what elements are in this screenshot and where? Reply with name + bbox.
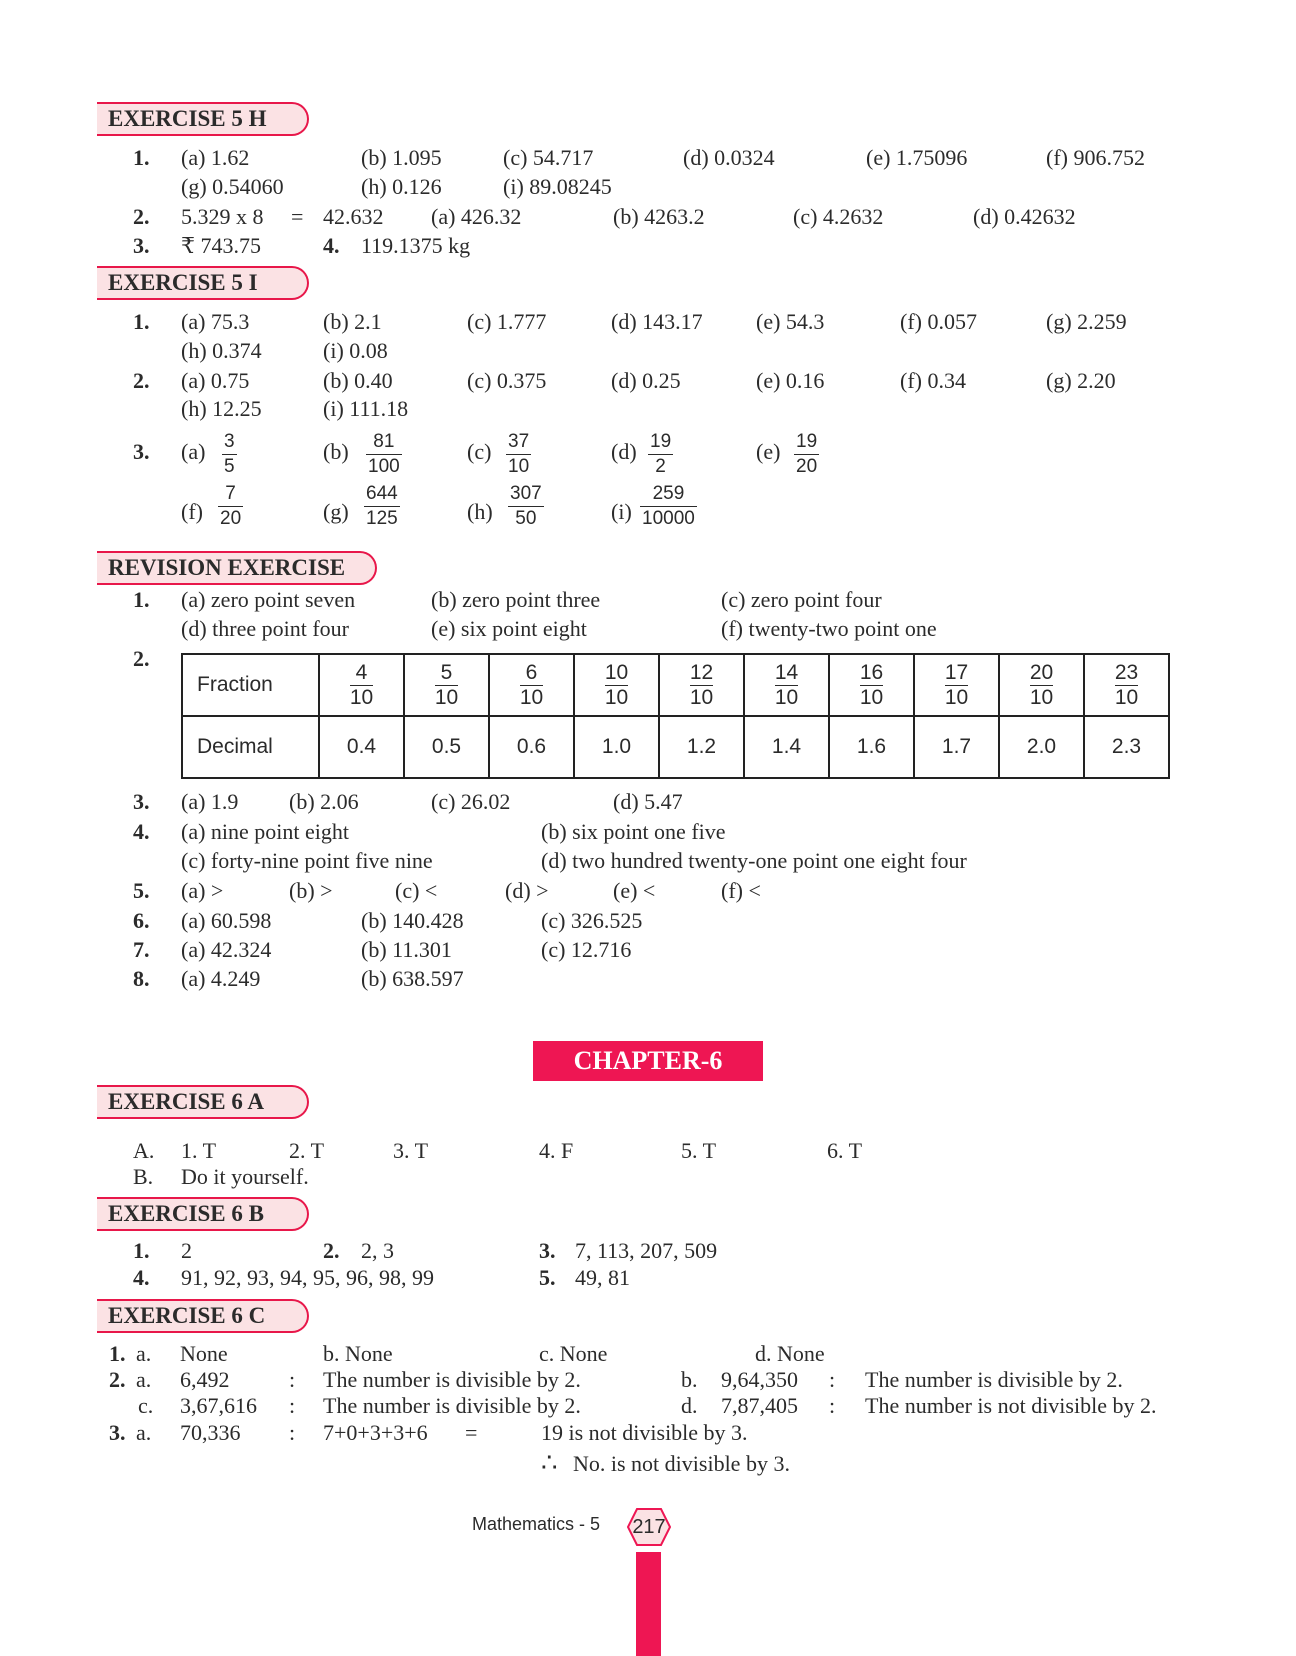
numerator: 16 (859, 660, 884, 684)
fraction (648, 430, 673, 479)
fraction-label: (d) (611, 439, 637, 464)
numerator: 19 (650, 431, 672, 452)
answer: (c) 26.02 (431, 789, 511, 814)
denominator: 20 (220, 508, 242, 529)
answer: No. is not divisible by 3. (573, 1451, 790, 1476)
fraction-row (182, 654, 1169, 716)
answer: (h) 0.126 (361, 174, 442, 199)
denominator: 10 (434, 685, 459, 709)
answer: (a) 60.598 (181, 908, 272, 933)
section-label: B. (133, 1164, 154, 1189)
sub-label: d. (681, 1393, 698, 1418)
answer: (a) 42.324 (181, 937, 272, 962)
denominator: 20 (796, 456, 818, 477)
table-cell: 1.7 (914, 716, 999, 778)
fraction-label: (a) (181, 439, 206, 464)
q-number: 3. (133, 439, 150, 464)
answer: (d) 143.17 (611, 309, 703, 334)
answer: (c) 0.375 (467, 368, 547, 393)
numerator: 3 (224, 431, 235, 452)
denominator: 100 (368, 456, 400, 477)
q-number: 3. (133, 789, 150, 814)
fraction (364, 482, 400, 531)
table-cell: 1.6 (829, 716, 914, 778)
table-cell: 1.4 (744, 716, 829, 778)
equals: = (465, 1420, 478, 1445)
numerator: 7 (225, 483, 236, 504)
numerator: 37 (508, 431, 530, 452)
equals: = (291, 204, 304, 229)
answer: 49, 81 (575, 1265, 630, 1290)
answer: (e) 0.16 (756, 368, 825, 393)
fraction-label: (g) (323, 499, 349, 524)
table-cell (659, 654, 744, 716)
colon: : (289, 1393, 296, 1418)
answer: (e) < (613, 878, 656, 903)
fraction-label: (c) (467, 439, 492, 464)
table-cell: 0.4 (319, 716, 404, 778)
answer: (f) 906.752 (1046, 145, 1145, 170)
denominator: 10 (349, 685, 374, 709)
exercise-5i-title: EXERCISE 5 I (108, 270, 258, 295)
answer: 7, 113, 207, 509 (575, 1238, 718, 1263)
answer: (h) 0.374 (181, 338, 262, 363)
denominator: 10 (774, 685, 799, 709)
q-number: 2. (133, 368, 150, 393)
denominator: 2 (648, 454, 673, 479)
answer: (d) 0.25 (611, 368, 681, 393)
answer: (c) 4.2632 (793, 204, 884, 229)
numerator: 23 (1114, 660, 1139, 684)
answer: ₹ 743.75 (181, 233, 261, 258)
exercise-5h-title: EXERCISE 5 H (108, 106, 267, 131)
fraction (506, 430, 531, 479)
colon: : (289, 1420, 296, 1445)
q-number: 3. (133, 233, 150, 258)
answer: (c) 54.717 (503, 145, 594, 170)
denominator: 10000 (642, 508, 695, 529)
q-number: 4. (133, 1265, 150, 1290)
answer: (i) 111.18 (323, 396, 409, 421)
answer: 5. T (681, 1138, 717, 1163)
table-cell: 1.2 (659, 716, 744, 778)
number: 3,67,616 (180, 1393, 257, 1418)
answer: (c) 1.777 (467, 309, 547, 334)
colon: : (829, 1367, 836, 1392)
answer: (a) 426.32 (431, 204, 522, 229)
answer: (d) 5.47 (613, 789, 683, 814)
fraction-label: (b) (323, 439, 349, 464)
answer: (f) twenty-two point one (721, 616, 937, 641)
denominator: 5 (224, 456, 235, 477)
sub-label: a. (136, 1420, 152, 1445)
fraction (508, 482, 544, 531)
number: 7,87,405 (721, 1393, 798, 1418)
answer: The number is not divisible by 2. (865, 1393, 1157, 1418)
answer: (g) 2.20 (1046, 368, 1116, 393)
denominator: 10 (859, 685, 884, 709)
answer: 6. T (827, 1138, 863, 1163)
sub-label: c. (138, 1393, 154, 1418)
answer: (a) zero point seven (181, 587, 356, 612)
answer: (b) 2.1 (323, 309, 382, 334)
table-cell: 1.0 (574, 716, 659, 778)
answer: None (180, 1341, 228, 1366)
q-number: 7. (133, 937, 150, 962)
answer: (c) 12.716 (541, 937, 632, 962)
answer: (a) 0.75 (181, 368, 250, 393)
answer: (i) 89.08245 (503, 174, 612, 199)
expression: 5.329 x 8 (181, 204, 264, 229)
numerator: 14 (774, 660, 799, 684)
colon: : (829, 1393, 836, 1418)
answer: 4. F (539, 1138, 574, 1163)
answer: 2. T (289, 1138, 325, 1163)
denominator: 10 (519, 685, 544, 709)
answer: 42.632 (323, 204, 384, 229)
answer: (b) 1.095 (361, 145, 442, 170)
numerator: 6 (525, 660, 538, 684)
answer: (b) 2.06 (289, 789, 359, 814)
q-number: 6. (133, 908, 150, 933)
table-cell (574, 654, 659, 716)
q-number: 2. (323, 1238, 340, 1263)
answer: (d) two hundred twenty-one point one eight four (541, 848, 967, 873)
answer: (a) 75.3 (181, 309, 250, 334)
sub-label: a. (136, 1367, 152, 1392)
answer: (f) < (721, 878, 761, 903)
answer: (a) 1.9 (181, 789, 239, 814)
answer: 3. T (393, 1138, 429, 1163)
answer: (a) 4.249 (181, 966, 261, 991)
answer: (e) six point eight (431, 616, 587, 641)
table-cell (999, 654, 1084, 716)
book-title: Mathematics - 5 (472, 1514, 601, 1534)
table-cell (489, 654, 574, 716)
numerator: 5 (440, 660, 453, 684)
answer: 91, 92, 93, 94, 95, 96, 98, 99 (181, 1265, 434, 1290)
therefore-icon: ∴ (541, 1448, 558, 1477)
table-cell: 0.6 (489, 716, 574, 778)
answer: (b) 0.40 (323, 368, 393, 393)
chapter-title: CHAPTER-6 (533, 1041, 763, 1081)
answer: (a) nine point eight (181, 819, 350, 844)
q-number: 1. (109, 1341, 126, 1366)
answer: (h) 12.25 (181, 396, 262, 421)
answer: 2 (181, 1238, 192, 1263)
denominator: 125 (366, 508, 398, 529)
fraction-label: (f) (181, 499, 203, 524)
exercise-6c-title: EXERCISE 6 C (108, 1303, 266, 1328)
denominator: 10 (1029, 685, 1054, 709)
answer: (c) forty-nine point five nine (181, 848, 433, 873)
numerator: 12 (689, 660, 714, 684)
numerator: 259 (652, 483, 685, 504)
table-cell: 0.5 (404, 716, 489, 778)
table-cell (1084, 654, 1169, 716)
q-number: 2. (109, 1367, 126, 1392)
q-number: 4. (133, 819, 150, 844)
table-cell (319, 654, 404, 716)
denominator: 10 (944, 685, 969, 709)
sub-label: b. (681, 1367, 698, 1392)
answer: (e) 54.3 (756, 309, 825, 334)
revision-exercise-title: REVISION EXERCISE (108, 555, 346, 580)
digit-sum: 7+0+3+3+6 (323, 1420, 428, 1445)
number: 9,64,350 (721, 1367, 798, 1392)
q-number: 1. (133, 587, 150, 612)
fraction (218, 482, 243, 531)
answer: (d) 0.42632 (973, 204, 1076, 229)
answer: 1. T (181, 1138, 217, 1163)
numerator: 10 (604, 660, 629, 684)
denominator: 10 (689, 685, 714, 709)
page-edge-strip (636, 1552, 661, 1656)
answer: (b) 11.301 (361, 937, 452, 962)
numerator: 17 (944, 660, 969, 684)
denominator: 10 (604, 685, 629, 709)
q-number: 8. (133, 966, 150, 991)
q-number: 5. (539, 1265, 556, 1290)
q-number: 1. (133, 309, 150, 334)
table-cell (744, 654, 829, 716)
answer: (b) 638.597 (361, 966, 464, 991)
answer: (b) > (289, 878, 333, 903)
answer: (b) 4263.2 (613, 204, 705, 229)
answer: (g) 2.259 (1046, 309, 1127, 334)
numerator: 81 (373, 431, 395, 452)
table-cell (914, 654, 999, 716)
numerator: 4 (355, 660, 368, 684)
answer: The number is divisible by 2. (323, 1367, 581, 1392)
answer: d. None (755, 1341, 825, 1366)
answer: (f) 0.34 (900, 368, 966, 393)
exercise-6a-title: EXERCISE 6 A (108, 1089, 264, 1114)
answer: (d) three point four (181, 616, 349, 641)
fraction (794, 430, 819, 479)
answer: (c) 326.525 (541, 908, 643, 933)
answer: (b) 140.428 (361, 908, 464, 933)
fraction (222, 430, 237, 479)
answer: The number is divisible by 2. (865, 1367, 1123, 1392)
colon: : (289, 1367, 296, 1392)
q-number: 3. (109, 1420, 126, 1445)
fraction-label: (h) (467, 499, 493, 524)
answer: (g) 0.54060 (181, 174, 284, 199)
numerator: 644 (366, 483, 398, 504)
denominator: 50 (508, 506, 544, 531)
q-number: 1. (133, 1238, 150, 1263)
q-number: 5. (133, 878, 150, 903)
answer: (a) > (181, 878, 224, 903)
answer: (e) 1.75096 (866, 145, 968, 170)
answer: (b) zero point three (431, 587, 601, 612)
sub-label: a. (136, 1341, 152, 1366)
denominator: 10 (1114, 685, 1139, 709)
denominator: 10 (508, 456, 530, 477)
answer: (d) 0.0324 (683, 145, 775, 170)
number: 70,336 (180, 1420, 241, 1445)
q-number: 2. (133, 204, 150, 229)
fraction-label: (i) (611, 499, 632, 524)
answer: 19 is not divisible by 3. (541, 1420, 748, 1445)
numerator: 19 (796, 431, 818, 452)
fraction (640, 482, 697, 531)
answer: (c) zero point four (721, 587, 882, 612)
answer: (f) 0.057 (900, 309, 977, 334)
row-label: Fraction (182, 654, 319, 716)
answer: (d) > (505, 878, 549, 903)
q-number: 1. (133, 145, 150, 170)
answer: (b) six point one five (541, 819, 726, 844)
answer: c. None (539, 1341, 608, 1366)
section-label: A. (133, 1138, 155, 1163)
table-cell (829, 654, 914, 716)
table-cell: 2.3 (1084, 716, 1169, 778)
answer: The number is divisible by 2. (323, 1393, 581, 1418)
answer: 119.1375 kg (361, 233, 471, 258)
answer: 2, 3 (361, 1238, 394, 1263)
decimal-row (182, 716, 1169, 778)
table-cell (404, 654, 489, 716)
q-number: 4. (323, 233, 340, 258)
row-label: Decimal (182, 716, 319, 778)
page-number: 217 (632, 1516, 666, 1538)
fraction-decimal-table (181, 653, 1170, 779)
answer: (i) 0.08 (323, 338, 388, 363)
q-number: 3. (539, 1238, 556, 1263)
answer: b. None (323, 1341, 393, 1366)
fraction (366, 430, 402, 479)
q-number: 2. (133, 646, 150, 671)
numerator: 307 (510, 483, 542, 504)
numerator: 20 (1029, 660, 1054, 684)
answer: (c) < (395, 878, 438, 903)
exercise-6b-title: EXERCISE 6 B (108, 1201, 264, 1226)
answer: (a) 1.62 (181, 145, 250, 170)
table-cell: 2.0 (999, 716, 1084, 778)
fraction-label: (e) (756, 439, 781, 464)
number: 6,492 (180, 1367, 230, 1392)
answer: Do it yourself. (181, 1164, 309, 1189)
